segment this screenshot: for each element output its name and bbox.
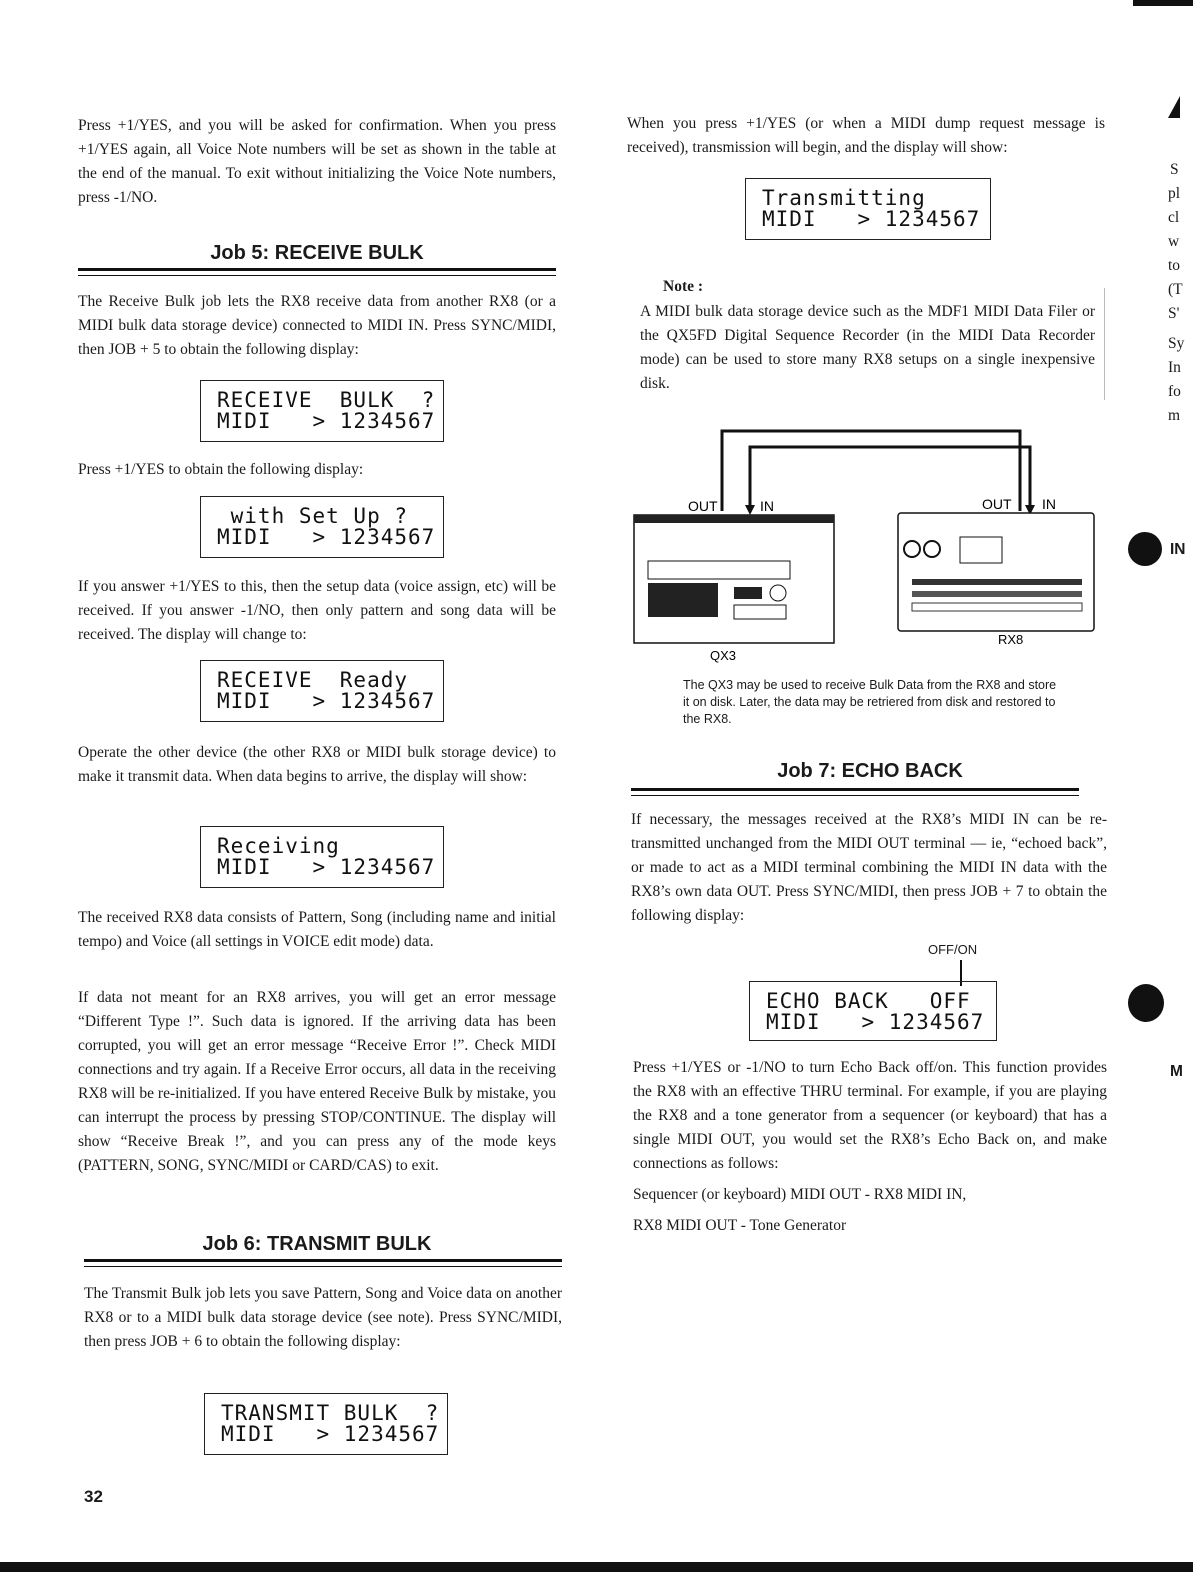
heading-rule [631,788,1079,791]
bottom-border [0,1562,1193,1572]
heading-rule [78,268,556,271]
lcd-line-1: with Set Up ? [217,504,409,528]
lcd-line-1: Transmitting [762,186,926,210]
qx3-keypad [648,583,718,617]
edge-letter: to [1168,257,1181,274]
intro-paragraph: Press +1/YES, and you will be asked for confirmation. When you press +1/YES again, all Voice Note numbers will be set as shown in the table at the end of the manual. To exit without initializing the Voice Note numbers, press -1/NO. [78,117,556,206]
lcd-transmit-bulk [204,1393,448,1455]
job5-paragraph-6: If data not meant for an RX8 arrives, you will get an error message “Different Type !”. Such data is ignored. If the arriving data has been corrupted, you will get an error message “Receive Error !”. Check MIDI connections and try again. If a Receive Error occurs, all data in the receiving RX8 will be re-initialized. If you have entered Receive Bulk by mistake, you can interrupt the process by pressing STOP/CONTINUE. The display will show “Receive Break !”, and you can press any of the mode keys (PATTERN, SONG, SYNC/MIDI or CARD/CAS) to exit. [78,989,556,1174]
job6-heading: Job 6: TRANSMIT BULK [202,1233,432,1255]
label-in-left: IN [760,498,774,514]
lcd-receive-bulk [200,380,444,442]
job5-paragraph-4: Operate the other device (the other RX8 or MIDI bulk storage device) to make it transmit data. When data begins to arrive, the display will show: [78,744,556,785]
lcd-line-1: RECEIVE BULK ? [217,388,436,412]
label-out-left: OUT [688,498,718,514]
qx3-buttons [734,587,762,599]
lcd-line-2: MIDI > 1234567 [217,525,436,549]
right-paragraph-1: When you press +1/YES (or when a MIDI dump request message is received), transmission will begin, and the display will show: [627,115,1105,156]
diagram-caption: The QX3 may be used to receive Bulk Data from the RX8 and store it on disk. Later, the data may be retriered from disk and restored to the RX8. [683,678,1057,726]
job5-paragraph-1: The Receive Bulk job lets the RX8 receive data from another RX8 (or a MIDI bulk data storage device) connected to MIDI IN. Press SYNC/MIDI, then JOB + 5 to obtain the following display: [78,293,556,358]
qx3-top-strip [634,515,834,523]
edge-letter: (T [1168,281,1183,298]
edge-triangle-icon [1168,96,1180,118]
connection-line-2: RX8 MIDI OUT - Tone Generator [633,1217,847,1234]
lcd-transmitting [745,178,991,240]
note-text: A MIDI bulk data storage device such as the MDF1 MIDI Data Filer or the QX5FD Digital Sequence Recorder (in the MIDI Data Recorder mode) can be used to store many RX8 setups on a single inexpensive disk. [640,303,1095,392]
arrow-left-in-icon [745,505,755,515]
offon-label: OFF/ON [928,942,978,957]
edge-letter: Sy [1168,335,1185,352]
heading-rule-thin [78,275,556,276]
bullet-dot-icon [1128,984,1164,1022]
lcd-line-1: Receiving [217,834,340,858]
lcd-echo-back [749,981,997,1041]
lcd-line-2: MIDI > 1234567 [221,1422,440,1446]
edge-letter: w [1168,233,1180,250]
edge-letter: fo [1168,383,1181,400]
heading-rule-thin [631,795,1079,796]
edge-letter: pl [1168,185,1181,202]
lcd-line-2: MIDI > 1234567 [217,409,436,433]
job5-paragraph-5: The received RX8 data consists of Pattern, Song (including name and initial tempo) and Voice (all settings in VOICE edit mode) data. [78,909,556,950]
lcd-with-setup [200,496,444,558]
note-border [1104,288,1105,400]
edge-letter: cl [1168,209,1180,226]
lcd-line-2: MIDI > 1234567 [762,207,981,231]
bullet-dot-icon [1128,532,1162,566]
edge-letter: In [1168,359,1181,376]
edge-letter: S [1170,161,1179,178]
corner-mark [1133,0,1193,6]
lcd-receive-ready [200,660,444,722]
lcd-receiving [200,826,444,888]
label-out-right: OUT [982,496,1012,512]
job5-paragraph-2: Press +1/YES to obtain the following display: [78,461,364,478]
rx8-device [898,513,1094,631]
job5-heading: Job 5: RECEIVE BULK [210,242,424,264]
page-number: 32 [84,1487,103,1506]
heading-rule [84,1259,562,1262]
label-rx8: RX8 [998,632,1024,647]
midi-connection-diagram [630,425,1100,665]
job7-paragraph-2: Press +1/YES or -1/NO to turn Echo Back off/on. This function provides the RX8 with an effective THRU terminal. For example, if you are playing the RX8 and a tone generator from a sequencer (or keyboard) that has a single MIDI OUT, you would set the RX8’s Echo Back on, and make connections as follows: [633,1059,1107,1172]
connection-line-1: Sequencer (or keyboard) MIDI OUT - RX8 MIDI IN, [633,1186,967,1203]
lcd-line-2: MIDI > 1234567 [217,855,436,879]
lcd-line-1: RECEIVE Ready [217,668,409,692]
note-label-text: Note : [663,278,704,295]
heading-rule-thin [84,1266,562,1267]
job7-paragraph-1: If necessary, the messages received at the RX8’s MIDI IN can be re-transmitted unchanged from the MIDI OUT terminal — ie, “echoed back”, or made to act as a MIDI terminal combining the MIDI IN data with the RX8’s own data OUT. Press SYNC/MIDI, then press JOB + 7 to obtain the following display: [631,811,1107,924]
lcd-line-1: ECHO BACK OFF [766,989,971,1013]
rx8-pad-row-1 [912,579,1082,585]
label-qx3: QX3 [710,648,737,663]
lcd-line-2: MIDI > 1234567 [217,689,436,713]
job7-heading: Job 7: ECHO BACK [777,760,963,782]
rx8-pad-row-2 [912,591,1082,597]
edge-heading: IN [1170,541,1186,558]
job5-paragraph-3: If you answer +1/YES to this, then the setup data (voice assign, etc) will be received. If you answer -1/NO, then only pattern and song data will be received. The display will change to: [78,578,556,643]
label-in-right: IN [1042,496,1056,512]
edge-letter: S' [1168,305,1180,322]
lcd-line-1: TRANSMIT BULK ? [221,1401,440,1425]
job6-paragraph-1: The Transmit Bulk job lets you save Pattern, Song and Voice data on another RX8 or to a MIDI bulk data storage device (see note). Press SYNC/MIDI, then press JOB + 6 to obtain the following display: [84,1285,562,1350]
edge-heading: M [1170,1063,1183,1080]
lcd-line-2: MIDI > 1234567 [766,1010,985,1034]
note-label [663,278,703,296]
edge-letter: m [1168,407,1181,424]
